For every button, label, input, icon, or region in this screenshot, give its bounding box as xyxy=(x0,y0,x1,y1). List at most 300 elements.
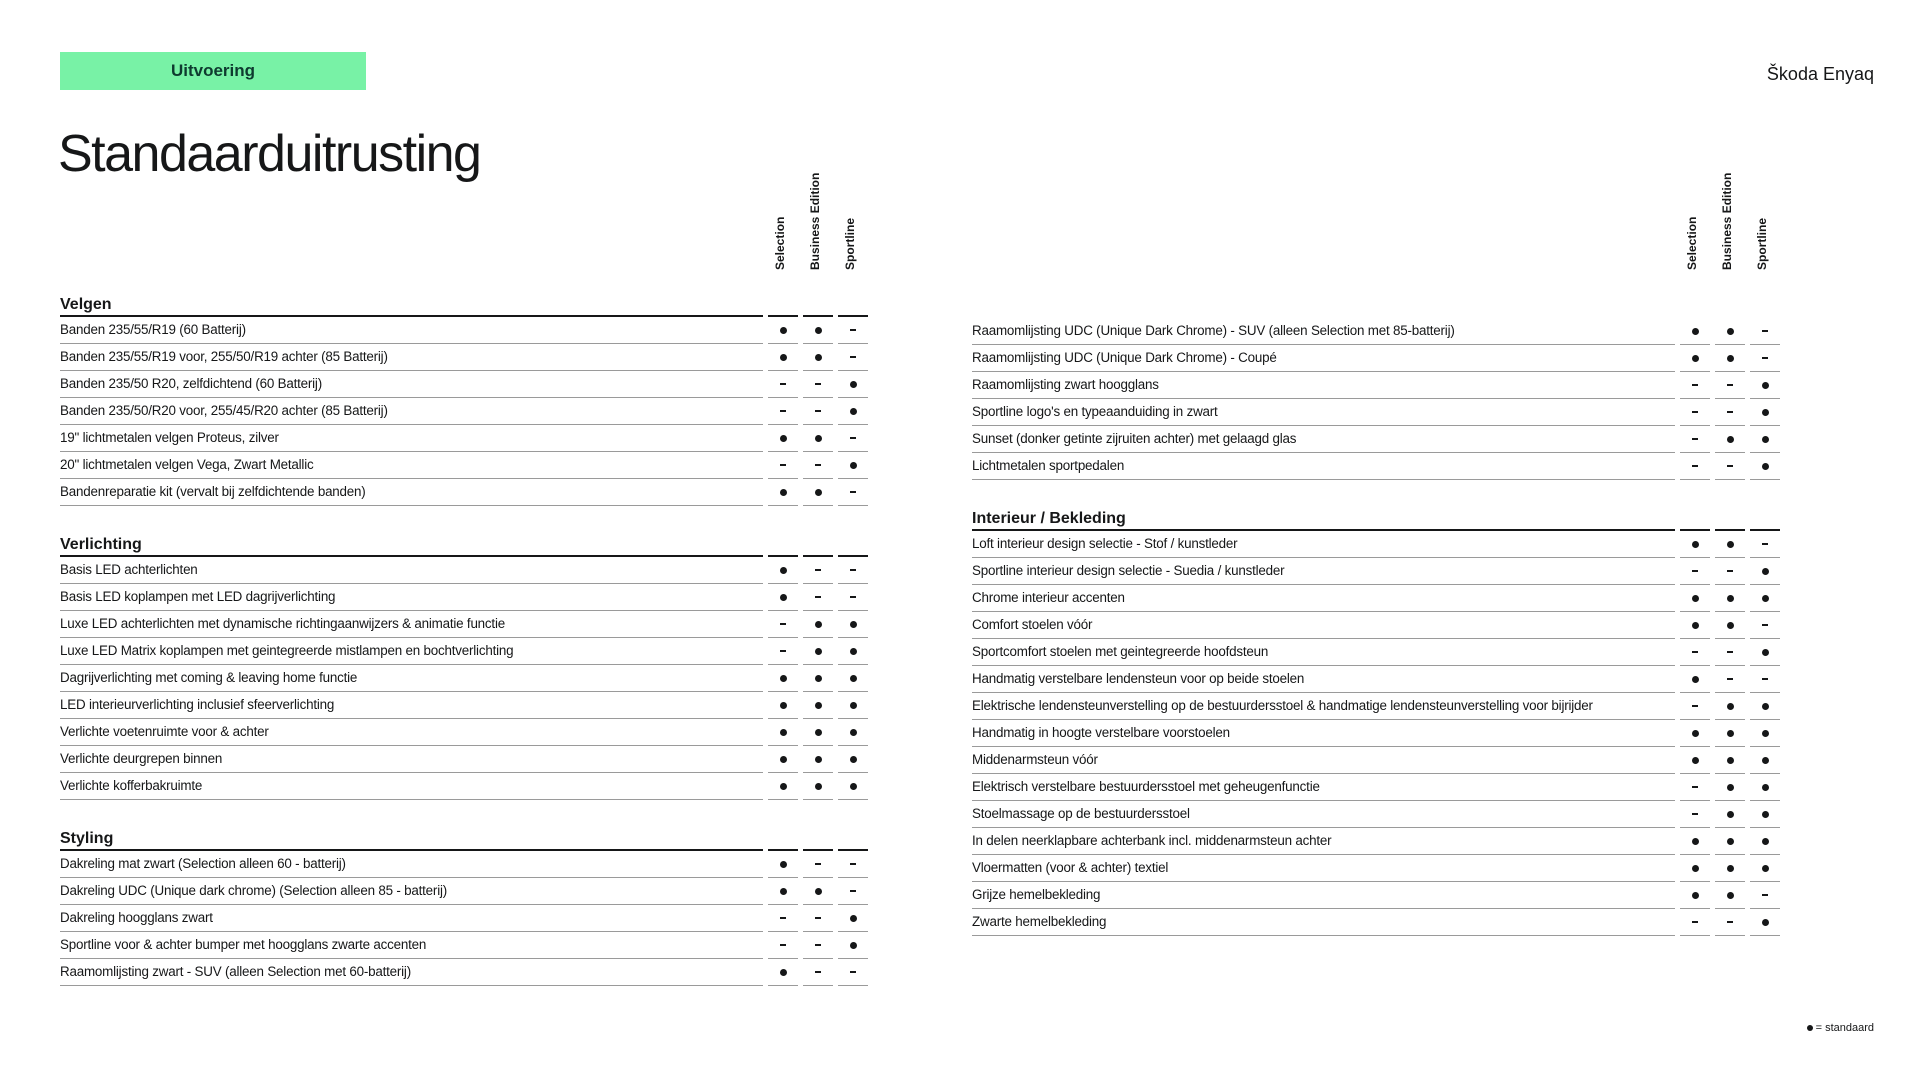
table-row xyxy=(60,584,868,611)
not-available-dash-icon xyxy=(850,863,856,865)
table-row xyxy=(972,345,1780,372)
feature-label: Verlichte deurgrepen binnen xyxy=(60,746,763,773)
column-header-sportline: Sportline xyxy=(1755,217,1769,270)
availability-cell-sportline xyxy=(838,878,868,905)
feature-label: In delen neerklapbare achterbank incl. middenarmsteun achter xyxy=(972,828,1675,855)
availability-cell-business-edition xyxy=(1715,855,1745,882)
availability-cell-business-edition xyxy=(803,905,833,932)
standard-dot-icon xyxy=(780,567,787,574)
table-row xyxy=(60,611,868,638)
availability-cell-business-edition xyxy=(1715,909,1745,936)
table-row xyxy=(60,425,868,452)
not-available-dash-icon xyxy=(1727,570,1733,572)
availability-cell-sportline xyxy=(1750,558,1780,585)
availability-cell-selection xyxy=(1680,612,1710,639)
availability-cell-selection xyxy=(1680,399,1710,426)
feature-label: Sportline logo's en typeaanduiding in zwart xyxy=(972,399,1675,426)
feature-label: Bandenreparatie kit (vervalt bij zelfdichtende banden) xyxy=(60,479,763,506)
header-rule xyxy=(768,535,798,557)
standard-dot-icon xyxy=(1692,676,1699,683)
not-available-dash-icon xyxy=(815,944,821,946)
section-velgen xyxy=(60,295,868,506)
availability-cell-sportline xyxy=(1750,909,1780,936)
availability-cell-business-edition xyxy=(803,557,833,584)
header-rule xyxy=(1715,509,1745,531)
availability-cell-selection xyxy=(1680,909,1710,936)
standard-dot-icon xyxy=(1692,355,1699,362)
availability-cell-selection xyxy=(1680,453,1710,480)
standard-dot-icon xyxy=(850,408,857,415)
not-available-dash-icon xyxy=(780,944,786,946)
availability-cell-business-edition xyxy=(803,638,833,665)
standard-dot-icon xyxy=(1692,892,1699,899)
availability-cell-sportline xyxy=(1750,855,1780,882)
availability-cell-selection xyxy=(1680,345,1710,372)
availability-cell-business-edition xyxy=(803,878,833,905)
standard-dot-icon xyxy=(1692,595,1699,602)
availability-cell-sportline xyxy=(1750,882,1780,909)
availability-cell-selection xyxy=(768,584,798,611)
not-available-dash-icon xyxy=(815,569,821,571)
not-available-dash-icon xyxy=(1727,384,1733,386)
availability-cell-business-edition xyxy=(1715,531,1745,558)
availability-cell-business-edition xyxy=(1715,585,1745,612)
table-row xyxy=(60,452,868,479)
table-row xyxy=(60,719,868,746)
table-row xyxy=(60,878,868,905)
availability-cell-sportline xyxy=(838,851,868,878)
standard-dot-icon xyxy=(1762,811,1769,818)
table-row xyxy=(60,317,868,344)
table-row xyxy=(60,746,868,773)
availability-cell-sportline xyxy=(838,746,868,773)
availability-cell-business-edition xyxy=(803,851,833,878)
table-row xyxy=(60,932,868,959)
availability-cell-selection xyxy=(1680,747,1710,774)
availability-cell-selection xyxy=(768,452,798,479)
availability-cell-selection xyxy=(1680,558,1710,585)
standard-dot-icon xyxy=(1762,463,1769,470)
standard-dot-icon xyxy=(1727,730,1734,737)
feature-label: Grijze hemelbekleding xyxy=(972,882,1675,909)
feature-label: Basis LED koplampen met LED dagrijverlichting xyxy=(60,584,763,611)
standard-dot-icon xyxy=(780,489,787,496)
header-rule xyxy=(768,829,798,851)
table-row xyxy=(972,855,1780,882)
feature-label: Chrome interieur accenten xyxy=(972,585,1675,612)
availability-cell-sportline xyxy=(838,584,868,611)
standard-dot-icon xyxy=(1727,811,1734,818)
availability-cell-sportline xyxy=(1750,426,1780,453)
standard-dot-icon xyxy=(780,969,787,976)
standard-dot-icon xyxy=(1727,595,1734,602)
availability-cell-sportline xyxy=(1750,531,1780,558)
feature-label: Verlichte voetenruimte voor & achter xyxy=(60,719,763,746)
not-available-dash-icon xyxy=(815,410,821,412)
table-row xyxy=(972,453,1780,480)
standard-dot-icon xyxy=(780,783,787,790)
not-available-dash-icon xyxy=(1727,678,1733,680)
table-row xyxy=(972,828,1780,855)
availability-cell-selection xyxy=(768,773,798,800)
not-available-dash-icon xyxy=(850,356,856,358)
not-available-dash-icon xyxy=(850,569,856,571)
table-row xyxy=(972,720,1780,747)
feature-label: Middenarmsteun vóór xyxy=(972,747,1675,774)
table-row xyxy=(60,344,868,371)
standard-dot-icon xyxy=(1727,838,1734,845)
availability-cell-selection xyxy=(768,611,798,638)
availability-cell-selection xyxy=(768,905,798,932)
standard-dot-icon xyxy=(1762,757,1769,764)
feature-label: Dakreling mat zwart (Selection alleen 60 - batterij) xyxy=(60,851,763,878)
standard-dot-icon xyxy=(815,354,822,361)
not-available-dash-icon xyxy=(815,863,821,865)
not-available-dash-icon xyxy=(815,596,821,598)
table-row xyxy=(972,399,1780,426)
availability-cell-business-edition xyxy=(803,746,833,773)
standard-dot-icon xyxy=(780,435,787,442)
standard-dot-icon xyxy=(1762,838,1769,845)
not-available-dash-icon xyxy=(850,437,856,439)
not-available-dash-icon xyxy=(1727,651,1733,653)
availability-cell-business-edition xyxy=(803,452,833,479)
not-available-dash-icon xyxy=(1762,330,1768,332)
standard-dot-icon xyxy=(815,648,822,655)
not-available-dash-icon xyxy=(1762,357,1768,359)
availability-cell-selection xyxy=(768,851,798,878)
table-row xyxy=(60,959,868,986)
feature-label: Dakreling hoogglans zwart xyxy=(60,905,763,932)
standard-dot-icon xyxy=(780,675,787,682)
availability-cell-business-edition xyxy=(1715,345,1745,372)
standard-dot-icon xyxy=(850,621,857,628)
column-header-selection: Selection xyxy=(773,216,787,270)
feature-label: Raamomlijsting UDC (Unique Dark Chrome) - SUV (alleen Selection met 85-batterij) xyxy=(972,318,1675,345)
availability-cell-selection xyxy=(1680,882,1710,909)
section-tag xyxy=(60,52,366,90)
not-available-dash-icon xyxy=(850,971,856,973)
availability-cell-business-edition xyxy=(1715,882,1745,909)
brand-label: Škoda Enyaq xyxy=(1766,64,1874,84)
feature-label: Stoelmassage op de bestuurdersstoel xyxy=(972,801,1675,828)
standard-dot-icon xyxy=(1762,436,1769,443)
standard-dot-icon xyxy=(1727,703,1734,710)
standard-dot-icon xyxy=(850,648,857,655)
table-row xyxy=(60,692,868,719)
section-header xyxy=(60,829,868,851)
availability-cell-sportline xyxy=(838,557,868,584)
availability-cell-business-edition xyxy=(1715,720,1745,747)
feature-label: 20" lichtmetalen velgen Vega, Zwart Metallic xyxy=(60,452,763,479)
standard-dot-icon xyxy=(815,702,822,709)
column-header-business-edition: Business Edition xyxy=(808,172,822,270)
availability-cell-selection xyxy=(768,425,798,452)
availability-cell-selection xyxy=(768,692,798,719)
not-available-dash-icon xyxy=(780,623,786,625)
header-rule xyxy=(803,829,833,851)
standard-dot-icon xyxy=(780,327,787,334)
not-available-dash-icon xyxy=(815,383,821,385)
feature-label: Raamomlijsting UDC (Unique Dark Chrome) - Coupé xyxy=(972,345,1675,372)
availability-cell-selection xyxy=(768,557,798,584)
table-row xyxy=(972,693,1780,720)
availability-cell-selection xyxy=(1680,426,1710,453)
availability-cell-selection xyxy=(768,665,798,692)
standard-dot-icon xyxy=(1762,730,1769,737)
standard-dot-icon xyxy=(1727,328,1734,335)
feature-label: Luxe LED achterlichten met dynamische richtingaanwijzers & animatie functie xyxy=(60,611,763,638)
not-available-dash-icon xyxy=(780,383,786,385)
standard-dot-icon xyxy=(1727,892,1734,899)
availability-cell-business-edition xyxy=(803,611,833,638)
section-continued xyxy=(972,318,1780,480)
feature-label: 19" lichtmetalen velgen Proteus, zilver xyxy=(60,425,763,452)
feature-label: Handmatig in hoogte verstelbare voorstoelen xyxy=(972,720,1675,747)
availability-cell-business-edition xyxy=(1715,612,1745,639)
availability-cell-sportline xyxy=(838,665,868,692)
standard-dot-icon xyxy=(780,354,787,361)
standard-dot-icon xyxy=(815,675,822,682)
standard-dot-icon xyxy=(815,783,822,790)
standard-dot-icon xyxy=(850,756,857,763)
not-available-dash-icon xyxy=(780,650,786,652)
standard-dot-icon xyxy=(1727,436,1734,443)
feature-label: Handmatig verstelbare lendensteun voor op beide stoelen xyxy=(972,666,1675,693)
standard-dot-icon xyxy=(1762,649,1769,656)
standard-dot-icon xyxy=(1762,382,1769,389)
standard-dot-icon xyxy=(850,381,857,388)
page-title: Standaarduitrusting xyxy=(58,125,481,183)
availability-cell-sportline xyxy=(1750,399,1780,426)
table-row xyxy=(972,747,1780,774)
availability-cell-business-edition xyxy=(803,692,833,719)
feature-label: Zwarte hemelbekleding xyxy=(972,909,1675,936)
availability-cell-sportline xyxy=(1750,453,1780,480)
table-row xyxy=(60,851,868,878)
standard-dot-icon xyxy=(780,729,787,736)
not-available-dash-icon xyxy=(780,917,786,919)
availability-cell-sportline xyxy=(838,692,868,719)
standard-dot-icon xyxy=(1727,784,1734,791)
availability-cell-business-edition xyxy=(1715,828,1745,855)
feature-label: Banden 235/50/R20 voor, 255/45/R20 achter (85 Batterij) xyxy=(60,398,763,425)
standard-dot-icon xyxy=(1762,568,1769,575)
availability-cell-sportline xyxy=(838,719,868,746)
feature-label: Sportline voor & achter bumper met hoogglans zwarte accenten xyxy=(60,932,763,959)
not-available-dash-icon xyxy=(1692,705,1698,707)
standard-dot-icon xyxy=(780,756,787,763)
header-rule xyxy=(838,535,868,557)
not-available-dash-icon xyxy=(1727,411,1733,413)
availability-cell-sportline xyxy=(1750,612,1780,639)
table-row xyxy=(60,557,868,584)
availability-cell-selection xyxy=(768,479,798,506)
availability-cell-selection xyxy=(768,398,798,425)
section-header xyxy=(60,295,868,317)
header-rule xyxy=(768,295,798,317)
not-available-dash-icon xyxy=(1762,894,1768,896)
table-row xyxy=(60,665,868,692)
availability-cell-business-edition xyxy=(803,584,833,611)
not-available-dash-icon xyxy=(1692,465,1698,467)
availability-cell-sportline xyxy=(1750,828,1780,855)
standard-dot-icon xyxy=(780,888,787,895)
standard-dot-icon xyxy=(815,489,822,496)
feature-label: Elektrisch verstelbare bestuurdersstoel met geheugenfunctie xyxy=(972,774,1675,801)
equipment-table-right xyxy=(972,318,1780,936)
feature-label: Lichtmetalen sportpedalen xyxy=(972,453,1675,480)
feature-label: Banden 235/55/R19 (60 Batterij) xyxy=(60,317,763,344)
standard-dot-icon xyxy=(1762,595,1769,602)
availability-cell-selection xyxy=(1680,585,1710,612)
standard-dot-icon xyxy=(815,621,822,628)
not-available-dash-icon xyxy=(1727,921,1733,923)
standard-dot-icon xyxy=(1762,865,1769,872)
availability-cell-sportline xyxy=(838,371,868,398)
standard-dot-icon xyxy=(1727,622,1734,629)
availability-cell-selection xyxy=(768,932,798,959)
feature-label: Sportcomfort stoelen met geintegreerde hoofdsteun xyxy=(972,639,1675,666)
feature-label: Comfort stoelen vóór xyxy=(972,612,1675,639)
standard-dot-icon xyxy=(1692,865,1699,872)
availability-cell-business-edition xyxy=(1715,399,1745,426)
feature-label: Sunset (donker getinte zijruiten achter) met gelaagd glas xyxy=(972,426,1675,453)
standard-dot-icon xyxy=(780,702,787,709)
section-title: Styling xyxy=(60,829,763,851)
not-available-dash-icon xyxy=(1692,384,1698,386)
table-row xyxy=(972,318,1780,345)
feature-label: Raamomlijsting zwart - SUV (alleen Selection met 60-batterij) xyxy=(60,959,763,986)
standard-dot-icon xyxy=(1762,784,1769,791)
availability-cell-selection xyxy=(1680,774,1710,801)
standard-dot-icon xyxy=(1727,865,1734,872)
standard-dot-icon xyxy=(780,594,787,601)
not-available-dash-icon xyxy=(850,329,856,331)
standard-dot-icon xyxy=(815,729,822,736)
standard-dot-icon xyxy=(815,327,822,334)
section-header xyxy=(972,509,1780,531)
section-interieur-bekleding xyxy=(972,509,1780,936)
table-row xyxy=(972,372,1780,399)
standard-dot-icon xyxy=(1762,409,1769,416)
header-rule xyxy=(1680,509,1710,531)
availability-cell-business-edition xyxy=(1715,639,1745,666)
table-row xyxy=(972,612,1780,639)
availability-cell-business-edition xyxy=(1715,558,1745,585)
header-rule xyxy=(838,295,868,317)
availability-cell-sportline xyxy=(1750,666,1780,693)
not-available-dash-icon xyxy=(1692,813,1698,815)
availability-cell-sportline xyxy=(838,479,868,506)
availability-cell-selection xyxy=(1680,828,1710,855)
feature-label: Luxe LED Matrix koplampen met geintegreerde mistlampen en bochtverlichting xyxy=(60,638,763,665)
table-row xyxy=(60,398,868,425)
availability-cell-sportline xyxy=(838,932,868,959)
not-available-dash-icon xyxy=(1727,465,1733,467)
availability-cell-selection xyxy=(768,371,798,398)
header-rule xyxy=(1750,509,1780,531)
not-available-dash-icon xyxy=(850,491,856,493)
table-row xyxy=(60,371,868,398)
section-title: Verlichting xyxy=(60,535,763,557)
standard-dot-icon xyxy=(850,942,857,949)
availability-cell-business-edition xyxy=(803,317,833,344)
standard-dot-icon xyxy=(1762,703,1769,710)
availability-cell-selection xyxy=(1680,720,1710,747)
not-available-dash-icon xyxy=(850,596,856,598)
section-tag-label: Uitvoering xyxy=(170,61,256,80)
availability-cell-business-edition xyxy=(1715,453,1745,480)
table-row xyxy=(972,639,1780,666)
availability-cell-sportline xyxy=(1750,318,1780,345)
availability-cell-sportline xyxy=(838,638,868,665)
standard-dot-icon xyxy=(1692,328,1699,335)
standard-dot-icon xyxy=(850,729,857,736)
availability-cell-business-edition xyxy=(1715,693,1745,720)
feature-label: Vloermatten (voor & achter) textiel xyxy=(972,855,1675,882)
availability-cell-selection xyxy=(1680,801,1710,828)
standard-dot-icon xyxy=(850,783,857,790)
not-available-dash-icon xyxy=(850,890,856,892)
table-row xyxy=(972,531,1780,558)
standard-dot-icon xyxy=(1692,730,1699,737)
not-available-dash-icon xyxy=(1692,570,1698,572)
standard-dot-icon xyxy=(1692,838,1699,845)
section-header xyxy=(60,535,868,557)
availability-cell-sportline xyxy=(838,452,868,479)
feature-label: Dakreling UDC (Unique dark chrome) (Selection alleen 85 - batterij) xyxy=(60,878,763,905)
availability-cell-business-edition xyxy=(803,425,833,452)
feature-label: Banden 235/55/R19 voor, 255/50/R19 achter (85 Batterij) xyxy=(60,344,763,371)
table-row xyxy=(972,909,1780,936)
availability-cell-sportline xyxy=(838,317,868,344)
availability-cell-business-edition xyxy=(1715,747,1745,774)
standard-dot-icon xyxy=(815,435,822,442)
availability-cell-business-edition xyxy=(1715,801,1745,828)
availability-cell-business-edition xyxy=(1715,372,1745,399)
legend-text: = standaard xyxy=(1815,1022,1874,1034)
standard-dot-icon xyxy=(1692,541,1699,548)
availability-cell-business-edition xyxy=(803,479,833,506)
availability-cell-selection xyxy=(1680,531,1710,558)
availability-cell-selection xyxy=(1680,639,1710,666)
table-row xyxy=(60,479,868,506)
availability-cell-business-edition xyxy=(803,398,833,425)
not-available-dash-icon xyxy=(815,971,821,973)
feature-label: Verlichte kofferbakruimte xyxy=(60,773,763,800)
legend xyxy=(1807,1022,1874,1034)
availability-cell-selection xyxy=(768,878,798,905)
availability-cell-selection xyxy=(768,317,798,344)
standard-dot-icon xyxy=(1692,622,1699,629)
not-available-dash-icon xyxy=(1692,438,1698,440)
section-title: Velgen xyxy=(60,295,763,317)
not-available-dash-icon xyxy=(1762,543,1768,545)
availability-cell-sportline xyxy=(838,344,868,371)
feature-label: Raamomlijsting zwart hoogglans xyxy=(972,372,1675,399)
legend-dot-icon xyxy=(1807,1025,1813,1031)
table-row xyxy=(972,585,1780,612)
column-headers-left xyxy=(763,172,878,284)
standard-dot-icon xyxy=(850,915,857,922)
table-row xyxy=(972,882,1780,909)
standard-dot-icon xyxy=(815,756,822,763)
standard-dot-icon xyxy=(1727,541,1734,548)
availability-cell-selection xyxy=(768,746,798,773)
availability-cell-sportline xyxy=(1750,747,1780,774)
not-available-dash-icon xyxy=(780,464,786,466)
